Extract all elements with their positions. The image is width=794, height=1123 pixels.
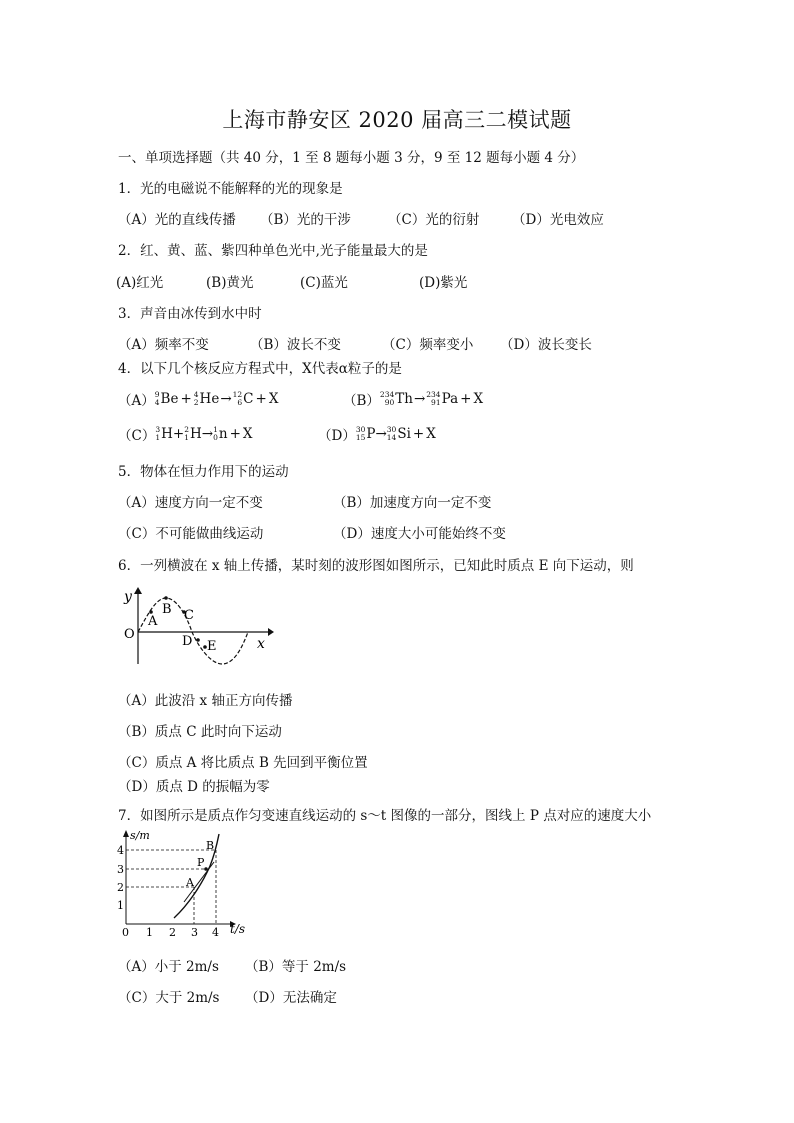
svg-text:2: 2 [169, 926, 176, 938]
question-1-stem: 1．光的电磁说不能解释的光的现象是 [118, 181, 343, 197]
label-b: B [206, 839, 215, 852]
q5-option-c: （C）不可能做曲线运动 [118, 526, 264, 542]
question-2-stem: 2．红、黄、蓝、紫四种单色光中,光子能量最大的是 [118, 243, 428, 259]
x-axis-arrow [268, 628, 274, 636]
nuclide-p: 30 15 P [355, 425, 376, 442]
svg-text:3: 3 [117, 863, 124, 876]
label-d: D [182, 634, 193, 649]
label-p: P [197, 856, 205, 869]
nuclide-si: 30 14 Si [386, 425, 411, 442]
nuclide-h2: 2 1 H [184, 425, 202, 442]
label-c: C [184, 608, 194, 623]
q3-option-c: （C）频率变小 [382, 337, 474, 353]
q2-option-c: (C)蓝光 [300, 275, 348, 291]
question-3-stem: 3．声音由冰传到水中时 [118, 306, 262, 322]
q6-option-c: （C）质点 A 将比质点 B 先回到平衡位置 [118, 755, 368, 771]
label-e: E [207, 639, 217, 654]
q4-option-a: （A） 9 4 Be + 4 2 He → 12 6 C + X [118, 390, 279, 409]
question-5-stem: 5．物体在恒力作用下的运动 [118, 464, 289, 480]
page-title: 上海市静安区 2020 届高三二模试题 [222, 108, 572, 132]
nuclide-he: 4 2 He [193, 390, 220, 407]
q1-option-c: （C）光的衍射 [388, 212, 480, 228]
option-label: （D） [318, 428, 356, 444]
svg-text:1: 1 [146, 926, 153, 938]
t-axis-label: t/s [230, 922, 246, 936]
q7-option-b: （B）等于 2m/s [245, 959, 347, 975]
y-label: y [124, 589, 132, 605]
svg-text:0: 0 [122, 926, 129, 938]
nuclide-h3: 3 1 H [155, 425, 173, 442]
question-7-stem: 7．如图所示是质点作匀变速直线运动的 s～t 图像的一部分，图线上 P 点对应的速度大小 [118, 808, 652, 824]
point-b [164, 596, 168, 600]
q1-option-b: （B）光的干涉 [260, 212, 351, 228]
question-6-stem: 6．一列横波在 x 轴上传播，某时刻的波形图如图所示，已知此时质点 E 向下运动，则 [118, 558, 634, 574]
q2-option-d: (D)紫光 [419, 275, 468, 291]
point-d [196, 638, 200, 642]
svg-text:4: 4 [117, 844, 124, 857]
q3-option-b: （B）波长不变 [250, 337, 341, 353]
s-axis-label: s/m [130, 829, 150, 842]
q3-option-a: （A）频率不变 [118, 337, 209, 353]
st-graph [114, 826, 254, 938]
q5-option-b: （B）加速度方向一定不变 [333, 495, 492, 511]
q7-option-a: （A）小于 2m/s [118, 959, 219, 975]
question-4-stem: 4．以下几个核反应方程式中，X代表α粒子的是 [118, 361, 402, 377]
svg-text:3: 3 [191, 926, 198, 938]
nuclide-be: 9 4 Be [154, 390, 179, 407]
q2-option-a: (A)红光 [116, 275, 164, 291]
q6-option-d: （D）质点 D 的振幅为零 [118, 779, 270, 795]
nuclide-th: 234 90 Th [379, 390, 413, 407]
wave-figure [118, 584, 278, 670]
product-x: X [426, 426, 436, 442]
section-heading: 一、单项选择题（共 40 分，1 至 8 题每小题 3 分，9 至 12 题每小题 4 分） [118, 150, 585, 166]
label-a: A [186, 876, 194, 889]
q6-option-b: （B）质点 C 此时向下运动 [118, 724, 282, 740]
q3-option-d: （D）波长变长 [500, 337, 592, 353]
option-label: （B） [343, 393, 380, 409]
svg-text:1: 1 [117, 899, 124, 912]
origin-label: O [124, 627, 135, 642]
q4-option-c: （C） 3 1 H + 2 1 H → 1 0 n + X [118, 425, 253, 444]
label-b: B [162, 602, 172, 617]
label-a: A [148, 614, 158, 629]
q7-option-c: （C）大于 2m/s [118, 990, 220, 1006]
product-x: X [242, 426, 253, 442]
svg-text:2: 2 [117, 881, 124, 894]
q1-option-a: （A）光的直线传播 [118, 212, 236, 228]
y-axis-arrow [134, 587, 142, 594]
nuclide-pa: 234 91 Pa [426, 390, 459, 407]
nuclide-c: 12 6 C [232, 390, 254, 407]
option-label: （C） [118, 428, 156, 444]
nuclide-n: 1 0 n [213, 425, 228, 442]
product-x: X [268, 391, 279, 407]
point-p [204, 867, 208, 871]
x-label: x [257, 636, 265, 652]
option-label: （A） [118, 393, 155, 409]
svg-text:4: 4 [212, 926, 219, 938]
s-axis-arrow [123, 830, 129, 837]
q5-option-a: （A）速度方向一定不变 [118, 495, 263, 511]
q5-option-d: （D）速度大小可能始终不变 [333, 526, 506, 542]
q1-option-d: （D）光电效应 [512, 212, 604, 228]
q2-option-b: (B)黄光 [206, 275, 254, 291]
q7-option-d: （D）无法确定 [245, 990, 337, 1006]
q4-option-d: （D） 30 15 P → 30 14 Si + X [318, 425, 436, 444]
q6-option-a: （A）此波沿 x 轴正方向传播 [118, 693, 293, 709]
q4-option-b: （B） 234 90 Th → 234 91 Pa + X [343, 390, 484, 409]
product-x: X [473, 391, 484, 407]
